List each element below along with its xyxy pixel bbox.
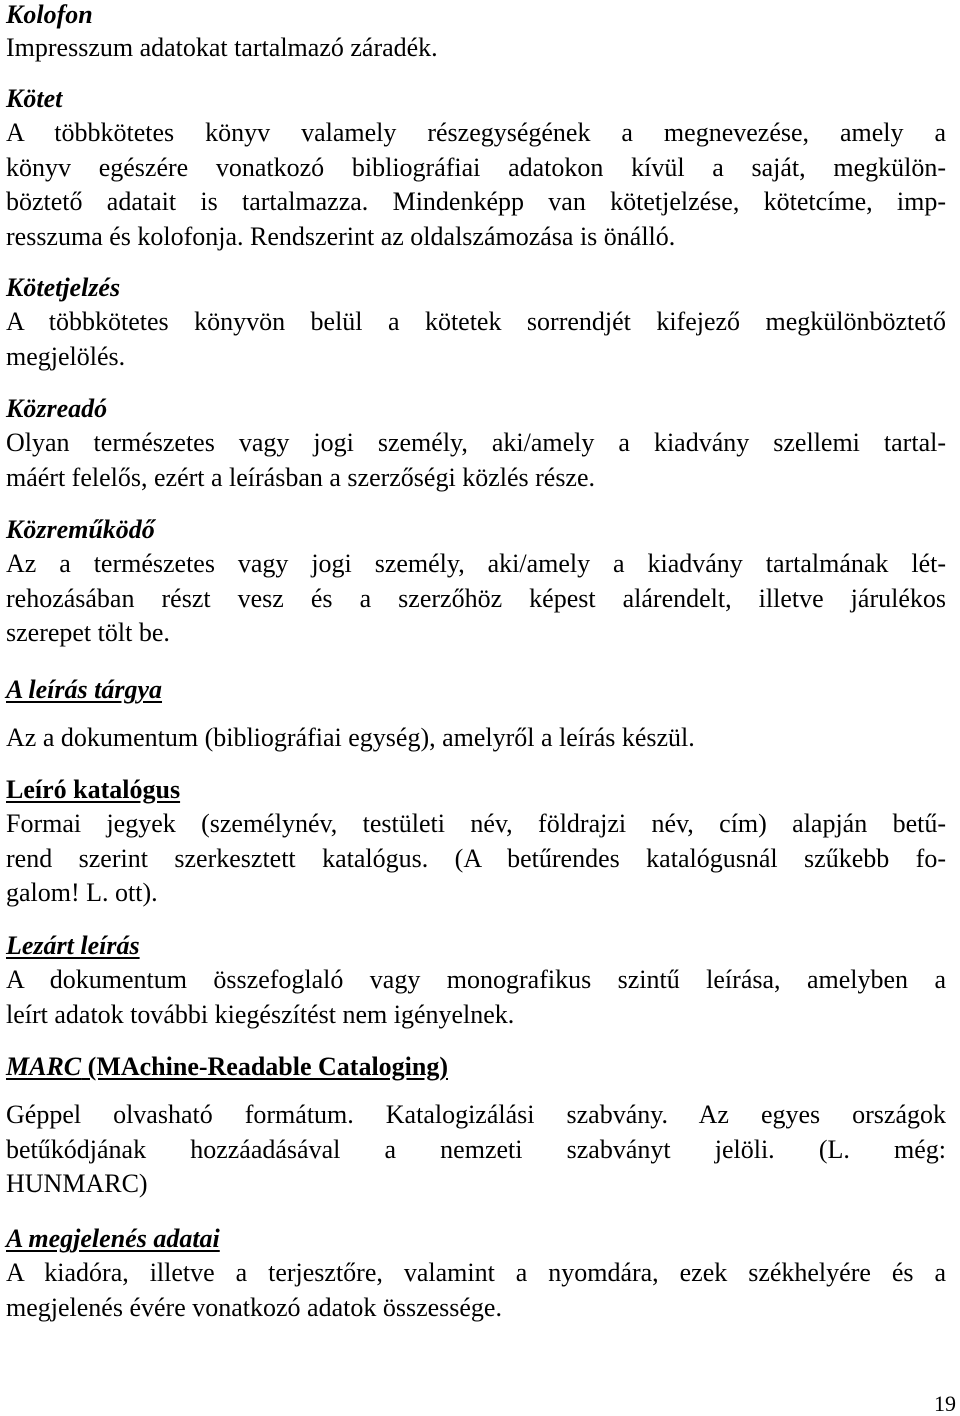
entry-term: A leírás tárgya: [6, 675, 163, 704]
definition-line: galom! L. ott).: [6, 878, 158, 907]
term-abbreviation: MARC: [6, 1052, 82, 1081]
definition-line: rend szerint szerkesztett katalógus. (A betűrendes katalógusnál szűkebb fo-: [6, 843, 946, 873]
entry-definition: [6, 963, 946, 1032]
entry-kozremukodo: [6, 513, 946, 651]
definition-line: Az a dokumentum (bibliográfiai egység), amelyről a leírás készül.: [6, 723, 695, 752]
entry-definition: [6, 721, 946, 756]
definition-line: A dokumentum összefoglaló vagy monografikus szintű leírása, amelyben a: [6, 965, 946, 994]
definition-line: A többkötetes könyv valamely részegységének a megnevezése, amely a: [6, 118, 946, 147]
entry-definition: [6, 31, 946, 66]
definition-line: resszuma és kolofonja. Rendszerint az oldalszámozása is önálló.: [6, 221, 676, 251]
entry-kolofon: [6, 0, 946, 66]
entry-term: [6, 1050, 946, 1084]
definition-line: megjelölés.: [6, 341, 126, 371]
entry-kotetjelzes: [6, 271, 946, 374]
term-expansion: (MAchine-Readable Cataloging): [81, 1052, 449, 1081]
definition-line: szerepet tölt be.: [6, 618, 170, 647]
entry-definition: [6, 1256, 946, 1325]
definition-line: A többkötetes könyvön belül a kötetek sorrendjét kifejező megkülönböztető: [6, 307, 946, 336]
definition-line: Impresszum adatokat tartalmazó záradék.: [6, 33, 438, 62]
entry-marc: [6, 1050, 946, 1202]
page-number: 19: [934, 1391, 956, 1416]
definition-line: rehozásában részt vesz és a szerzőhöz képest alárendelt, illetve járulékos: [6, 583, 946, 613]
definition-line: könyv egészére vonatkozó bibliográfiai adatokon kívül a saját, megkülön-: [6, 152, 946, 182]
entry-definition: [6, 807, 946, 911]
definition-line: A kiadóra, illetve a terjesztőre, valamint a nyomdára, ezek székhelyére és a: [6, 1258, 946, 1287]
definition-line: böztető adatait is tartalmazza. Mindenképp van kötetjelzése, kötetcíme, imp-: [6, 187, 946, 216]
entry-lezart-leiras: [6, 929, 946, 1032]
definition-line: betűkódjának hozzáadásával a nemzeti szabványt jelöli. (L. még:: [6, 1134, 946, 1164]
definition-line: máért felelős, ezért a leírásban a szerzőségi közlés része.: [6, 462, 596, 492]
entry-term: Közreadó: [6, 394, 108, 423]
entry-a-leiras-targya: [6, 673, 946, 756]
entry-definition: [6, 426, 946, 495]
entry-a-megjelenes-adatai: [6, 1222, 946, 1325]
entry-kotet: [6, 82, 946, 254]
entry-definition: [6, 116, 946, 254]
definition-line: HUNMARC): [6, 1169, 148, 1198]
definition-line: leírt adatok további kiegészítést nem igényelnek.: [6, 999, 515, 1029]
definition-line: Géppel olvasható formátum. Katalogizálási szabvány. Az egyes országok: [6, 1100, 946, 1129]
entry-term: Kolofon: [6, 0, 93, 29]
entry-term: A megjelenés adatai: [6, 1224, 220, 1253]
entry-term: Kötetjelzés: [6, 273, 121, 302]
entry-definition: [6, 1098, 946, 1202]
entry-definition: [6, 547, 946, 651]
entry-definition: [6, 305, 946, 374]
definition-line: Olyan természetes vagy jogi személy, aki/amely a kiadvány szellemi tartal-: [6, 428, 946, 457]
definition-line: Formai jegyek (személynév, testületi név, földrajzi név, cím) alapján betű-: [6, 809, 946, 838]
entry-term: Lezárt leírás: [6, 931, 140, 960]
entry-term: Leíró katalógus: [6, 775, 181, 804]
definition-line: Az a természetes vagy jogi személy, aki/amely a kiadvány tartalmának lét-: [6, 549, 946, 578]
entry-kozreado: [6, 392, 946, 495]
entry-term: Kötet: [6, 84, 63, 113]
entry-leiro-katalogus: [6, 773, 946, 911]
entry-term: Közreműködő: [6, 515, 155, 544]
definition-line: megjelenés évére vonatkozó adatok összessége.: [6, 1292, 502, 1322]
